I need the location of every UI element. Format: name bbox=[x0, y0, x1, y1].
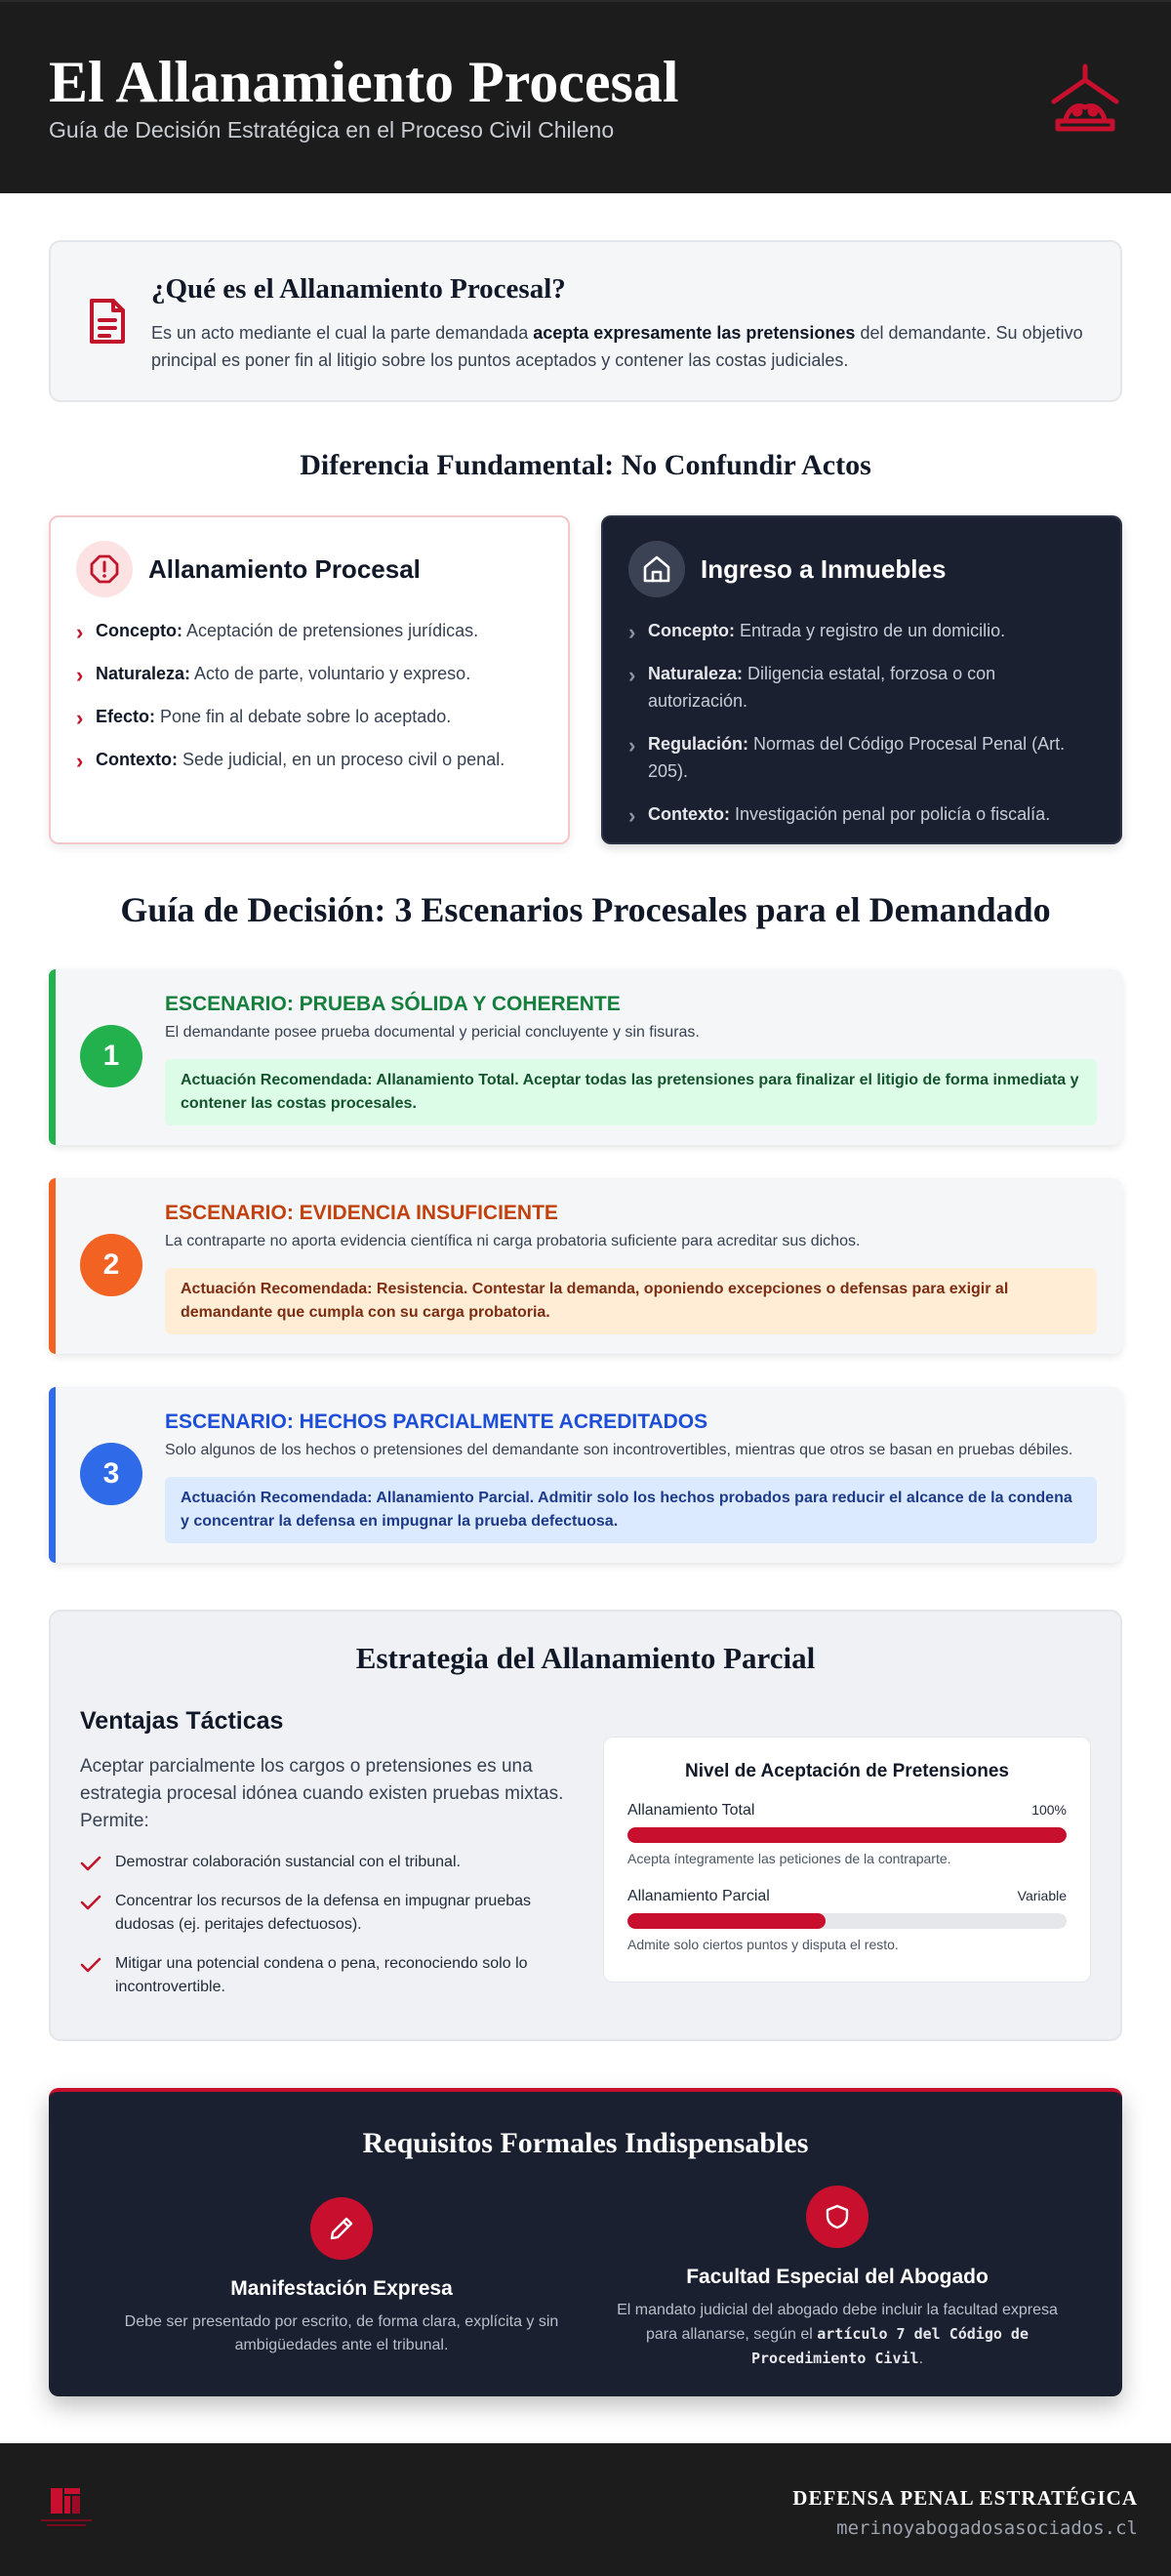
footer-website-link[interactable]: merinoyabogadosasociados.cl bbox=[836, 2517, 1138, 2539]
intro-card bbox=[49, 240, 1122, 402]
ingreso-list bbox=[628, 617, 1095, 828]
list-item bbox=[628, 800, 1095, 828]
alert-icon bbox=[76, 541, 133, 597]
shield-icon bbox=[806, 2186, 868, 2248]
home-icon bbox=[628, 541, 685, 597]
check-icon bbox=[80, 1894, 101, 1911]
meter-row bbox=[627, 1802, 1067, 1866]
list-item bbox=[80, 1952, 568, 1999]
item-label: Contexto: bbox=[96, 750, 178, 769]
house-raid-icon bbox=[1048, 62, 1122, 133]
meter-note: Acepta íntegramente las peticiones de la contraparte. bbox=[627, 1851, 951, 1866]
item-label: Regulación: bbox=[648, 734, 749, 754]
advantages-title: Ventajas Tácticas bbox=[80, 1707, 284, 1735]
scenario-list bbox=[49, 969, 1122, 1563]
scenario-description: El demandante posee prueba documental y pericial concluyente y sin fisuras. bbox=[165, 1024, 700, 1041]
scenario-number: 1 bbox=[80, 1025, 142, 1087]
item-text: Entrada y registro de un domicilio. bbox=[735, 621, 1006, 640]
page-subtitle: Guía de Decisión Estratégica en el Proceso Civil Chileno bbox=[49, 117, 615, 143]
scenario-number: 2 bbox=[80, 1234, 142, 1296]
scenario-heading: ESCENARIO: HECHOS PARCIALMENTE ACREDITADOS bbox=[165, 1411, 708, 1433]
scenario-card bbox=[49, 969, 1122, 1145]
meter-title: Nivel de Aceptación de Pretensiones bbox=[685, 1761, 1009, 1781]
advantage-text: Concentrar los recursos de la defensa en impugnar pruebas dudosas (ej. peritajes defectuosos). bbox=[115, 1893, 532, 1933]
intro-text bbox=[151, 319, 1085, 374]
allanamiento-card bbox=[49, 515, 570, 844]
meter-value: Variable bbox=[1017, 1888, 1067, 1903]
item-text: Investigación penal por policía o fiscalía. bbox=[730, 804, 1051, 824]
footer bbox=[0, 2443, 1171, 2576]
firm-logo bbox=[37, 2482, 96, 2531]
advantages-intro: Aceptar parcialmente los cargos o pretensiones es una estrategia procesal idónea cuando existen pruebas mixtas. Permite: bbox=[80, 1756, 564, 1831]
scenario-card bbox=[49, 1387, 1122, 1563]
guide-title: Guía de Decisión: 3 Escenarios Procesales para el Demandado bbox=[120, 890, 1051, 929]
difference-title: Diferencia Fundamental: No Confundir Actos bbox=[300, 449, 871, 481]
meter-note: Admite solo ciertos puntos y disputa el resto. bbox=[627, 1937, 899, 1952]
acceptance-meter bbox=[603, 1737, 1091, 1983]
intro-text-start: Es un acto mediante el cual la parte demandada bbox=[151, 323, 534, 343]
requisitos-title: Requisitos Formales Indispensables bbox=[362, 2127, 809, 2159]
intro-text-bold: acepta expresamente las pretensiones bbox=[533, 323, 856, 343]
requisito-text: Debe ser presentado por escrito, de forma clara, explícita y sin ambigüedades ante el tribunal. bbox=[124, 2313, 559, 2353]
requisito-text-end: . bbox=[918, 2351, 924, 2367]
item-label: Efecto: bbox=[96, 707, 156, 726]
requisito-text-start: El mandato judicial del abogado debe incluir la facultad expresa para allanarse, según el bbox=[617, 2302, 1058, 2343]
meter-label: Allanamiento Parcial bbox=[627, 1888, 770, 1904]
requisito-item bbox=[593, 2186, 1081, 2371]
header bbox=[0, 0, 1171, 193]
check-icon bbox=[80, 1855, 101, 1872]
scenario-description: La contraparte no aporta evidencia científica ni carga probatoria suficiente para acreditar sus dichos. bbox=[165, 1233, 861, 1249]
list-item bbox=[76, 617, 543, 644]
requisito-article-ref: artículo 7 del Código de Procedimiento Civil bbox=[750, 2325, 1029, 2367]
item-text: Aceptación de pretensiones jurídicas. bbox=[182, 621, 479, 640]
ingreso-card bbox=[601, 515, 1122, 844]
item-text: Sede judicial, en un proceso civil o penal. bbox=[178, 750, 505, 769]
scenario-recommendation: Actuación Recomendada: Resistencia. Contestar la demanda, oponiendo excepciones o defensas para exigir al demandante que cumpla con su carga probatoria. bbox=[165, 1268, 1097, 1334]
item-label: Concepto: bbox=[648, 621, 735, 640]
allanamiento-list bbox=[76, 617, 543, 773]
scenario-accent-bar bbox=[49, 1178, 56, 1354]
requisitos-section bbox=[49, 2088, 1122, 2396]
requisito-text bbox=[593, 2299, 1081, 2371]
item-label: Naturaleza: bbox=[96, 664, 191, 683]
requisito-title: Manifestación Expresa bbox=[230, 2277, 453, 2300]
item-text: Acto de parte, voluntario y expreso. bbox=[190, 664, 471, 683]
list-item bbox=[628, 730, 1095, 785]
advantage-text: Demostrar colaboración sustancial con el tribunal. bbox=[115, 1854, 461, 1870]
item-text: Pone fin al debate sobre lo aceptado. bbox=[155, 707, 452, 726]
check-icon bbox=[80, 1956, 101, 1974]
item-label: Naturaleza: bbox=[648, 664, 744, 683]
intro-title: ¿Qué es el Allanamiento Procesal? bbox=[151, 273, 566, 305]
list-item bbox=[76, 660, 543, 687]
list-item bbox=[80, 1890, 568, 1937]
parcial-section bbox=[49, 1610, 1122, 2041]
scenario-recommendation: Actuación Recomendada: Allanamiento Total. Aceptar todas las pretensiones para finalizar el litigio de forma inmediata y contener las costas procesales. bbox=[165, 1059, 1097, 1125]
item-label: Contexto: bbox=[648, 804, 730, 824]
advantage-text: Mitigar una potencial condena o pena, reconociendo solo lo incontrovertible. bbox=[115, 1955, 528, 1995]
meter-row bbox=[627, 1888, 1067, 1952]
footer-firm-name: DEFENSA PENAL ESTRATÉGICA bbox=[792, 2486, 1138, 2510]
item-text: Diligencia estatal, forzosa o con autorización. bbox=[648, 664, 996, 711]
item-label: Concepto: bbox=[96, 621, 182, 640]
advantages-list bbox=[80, 1851, 568, 1999]
progress-track bbox=[627, 1827, 1067, 1843]
progress-fill bbox=[627, 1827, 1067, 1843]
pen-icon bbox=[310, 2197, 373, 2260]
scenario-card bbox=[49, 1178, 1122, 1354]
scenario-number: 3 bbox=[80, 1443, 142, 1505]
list-item bbox=[80, 1851, 568, 1874]
scenario-heading: ESCENARIO: EVIDENCIA INSUFICIENTE bbox=[165, 1202, 558, 1224]
progress-track bbox=[627, 1913, 1067, 1929]
item-text: Normas del Código Procesal Penal (Art. 205). bbox=[648, 734, 1066, 781]
requisito-item bbox=[98, 2197, 586, 2357]
scenario-heading: ESCENARIO: PRUEBA SÓLIDA Y COHERENTE bbox=[165, 993, 621, 1015]
list-item bbox=[76, 746, 543, 773]
requisito-title: Facultad Especial del Abogado bbox=[686, 2266, 989, 2288]
allanamiento-card-title: Allanamiento Procesal bbox=[148, 553, 421, 584]
ingreso-card-title: Ingreso a Inmuebles bbox=[701, 553, 947, 584]
list-item bbox=[628, 660, 1095, 715]
progress-fill bbox=[627, 1913, 826, 1929]
intro-text-end: del demandante. Su objetivo principal es poner fin al litigio sobre los puntos aceptados y contener las costas judiciales. bbox=[151, 323, 1083, 370]
list-item bbox=[76, 703, 543, 730]
list-item bbox=[628, 617, 1095, 644]
meter-label: Allanamiento Total bbox=[627, 1802, 755, 1819]
scenario-recommendation: Actuación Recomendada: Allanamiento Parcial. Admitir solo los hechos probados para reducir el alcance de la condena y concentrar la defensa en impugnar la prueba defectuosa. bbox=[165, 1477, 1097, 1543]
parcial-title: Estrategia del Allanamiento Parcial bbox=[355, 1641, 816, 1675]
advantages-panel bbox=[80, 1707, 568, 2015]
scenario-accent-bar bbox=[49, 1387, 56, 1563]
comparison bbox=[49, 515, 1122, 844]
meter-value: 100% bbox=[1031, 1802, 1067, 1818]
scenario-accent-bar bbox=[49, 969, 56, 1145]
page-title: El Allanamiento Procesal bbox=[49, 50, 679, 114]
scenario-description: Solo algunos de los hechos o pretensiones del demandante son incontrovertibles, mientras que otros se basan en pruebas débiles. bbox=[165, 1442, 1073, 1458]
document-icon bbox=[86, 297, 129, 346]
